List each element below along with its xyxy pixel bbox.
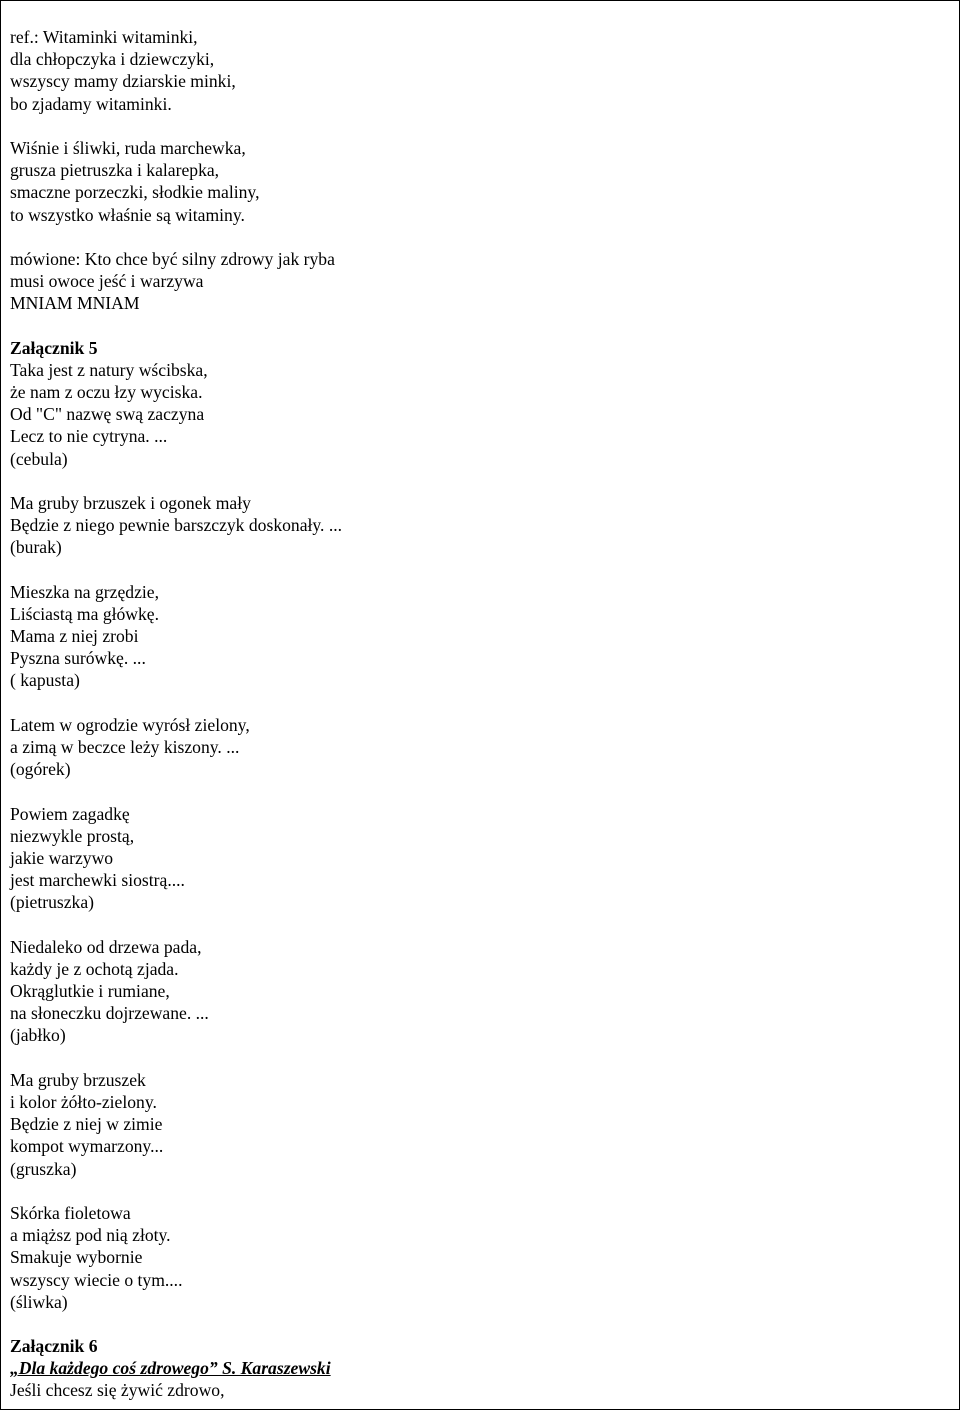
text-line: musi owoce jeść i warzywa — [10, 271, 204, 292]
text-line: wszyscy wiecie o tym.... — [10, 1269, 183, 1290]
text-line: Okrąglutkie i rumiane, — [10, 981, 170, 1002]
blank-line — [10, 1313, 940, 1335]
attachment-5-heading: Załącznik 5 — [10, 337, 98, 358]
text-line: i kolor żółto-zielony. — [10, 1092, 157, 1112]
riddle-answer: (gruszka) — [10, 1158, 77, 1179]
riddle-plum — [10, 1202, 940, 1313]
blank-line — [10, 559, 940, 581]
text-line: Będzie z niej w zimie — [10, 1114, 163, 1135]
text-line: jest marchewki siostrą.... — [10, 870, 185, 891]
text-line: Powiem zagadkę — [10, 803, 130, 824]
text-line: niezwykle prostą, — [10, 825, 135, 846]
text-line: Mieszka na grzędzie, — [10, 581, 159, 602]
document-text — [10, 26, 940, 1402]
text-line: Ma gruby brzuszek — [10, 1069, 146, 1090]
blank-line — [10, 470, 940, 492]
text-line: Będzie z niego pewnie barszczyk doskonały. ... — [10, 515, 343, 536]
text-line: Wiśnie i śliwki, ruda marchewka, — [10, 137, 246, 158]
text-line: wszyscy mamy dziarskie minki, — [10, 71, 236, 92]
text-line: Latem w ogrodzie wyrósł zielony, — [10, 714, 250, 735]
blank-line — [10, 780, 940, 802]
text-line: Niedaleko od drzewa pada, — [10, 936, 202, 957]
verse-stanza — [10, 137, 940, 226]
riddle-beet — [10, 492, 940, 559]
text-line: MNIAM MNIAM — [10, 293, 140, 314]
riddle-answer: (jabłko) — [10, 1025, 66, 1046]
blank-line — [10, 115, 940, 137]
blank-line — [10, 914, 940, 936]
riddle-parsley — [10, 803, 940, 914]
text-line: a miąższ pod nią złoty. — [10, 1225, 171, 1246]
text-line: Liściastą ma główkę. — [10, 603, 160, 624]
text-line: Ma gruby brzuszek i ogonek mały — [10, 492, 251, 513]
blank-line — [10, 692, 940, 714]
text-line: Smakuje wybornie — [10, 1247, 143, 1268]
riddle-onion — [10, 359, 940, 470]
text-line: bo zjadamy witaminki. — [10, 93, 172, 114]
text-line: Pyszna surówkę. ... — [10, 648, 146, 669]
riddle-answer: (burak) — [10, 537, 62, 558]
riddle-answer: (śliwka) — [10, 1291, 68, 1312]
blank-line — [10, 1180, 940, 1202]
riddle-pear — [10, 1069, 940, 1180]
text-line: grusza pietruszka i kalarepka, — [10, 160, 220, 181]
riddle-apple — [10, 936, 940, 1047]
riddle-cucumber — [10, 714, 940, 781]
riddle-cabbage — [10, 581, 940, 692]
riddle-answer: (ogórek) — [10, 759, 71, 780]
text-line: dla chłopczyka i dziewczyki, — [10, 49, 215, 70]
riddle-answer: (pietruszka) — [10, 892, 95, 913]
poem-title-line — [10, 1357, 940, 1379]
poem-title: „Dla każdego coś zdrowego” S. Karaszewski — [10, 1358, 331, 1379]
text-line: Od "C" nazwę swą zaczyna — [10, 404, 205, 425]
text-line: Skórka fioletowa — [10, 1202, 131, 1223]
text-line: mówione: Kto chce być silny zdrowy jak ryba — [10, 248, 335, 269]
text-line: kompot wymarzony... — [10, 1136, 164, 1157]
text-line: Lecz to nie cytryna. ... — [10, 426, 168, 447]
refrain-stanza — [10, 26, 940, 115]
text-line: ref.: Witaminki witaminki, — [10, 27, 198, 47]
text-line: to wszystko właśnie są witaminy. — [10, 204, 245, 225]
blank-line — [10, 1047, 940, 1069]
text-line: Jeśli chcesz się żywić zdrowo, — [10, 1380, 225, 1401]
text-line: że nam z oczu łzy wyciska. — [10, 382, 203, 402]
attachment-6-heading: Załącznik 6 — [10, 1336, 98, 1357]
spoken-stanza — [10, 248, 940, 315]
text-line: na słoneczku dojrzewane. ... — [10, 1003, 209, 1024]
blank-line — [10, 314, 940, 336]
text-line: każdy je z ochotą zjada. — [10, 958, 179, 979]
blank-line — [10, 226, 940, 248]
text-line: a zimą w beczce leży kiszony. ... — [10, 737, 240, 757]
text-line: jakie warzywo — [10, 847, 114, 868]
riddle-answer: ( kapusta) — [10, 670, 80, 691]
riddle-answer: (cebula) — [10, 448, 68, 469]
text-line: Mama z niej zrobi — [10, 626, 139, 647]
text-line: smaczne porzeczki, słodkie maliny, — [10, 182, 260, 203]
text-line: Taka jest z natury wścibska, — [10, 359, 208, 380]
